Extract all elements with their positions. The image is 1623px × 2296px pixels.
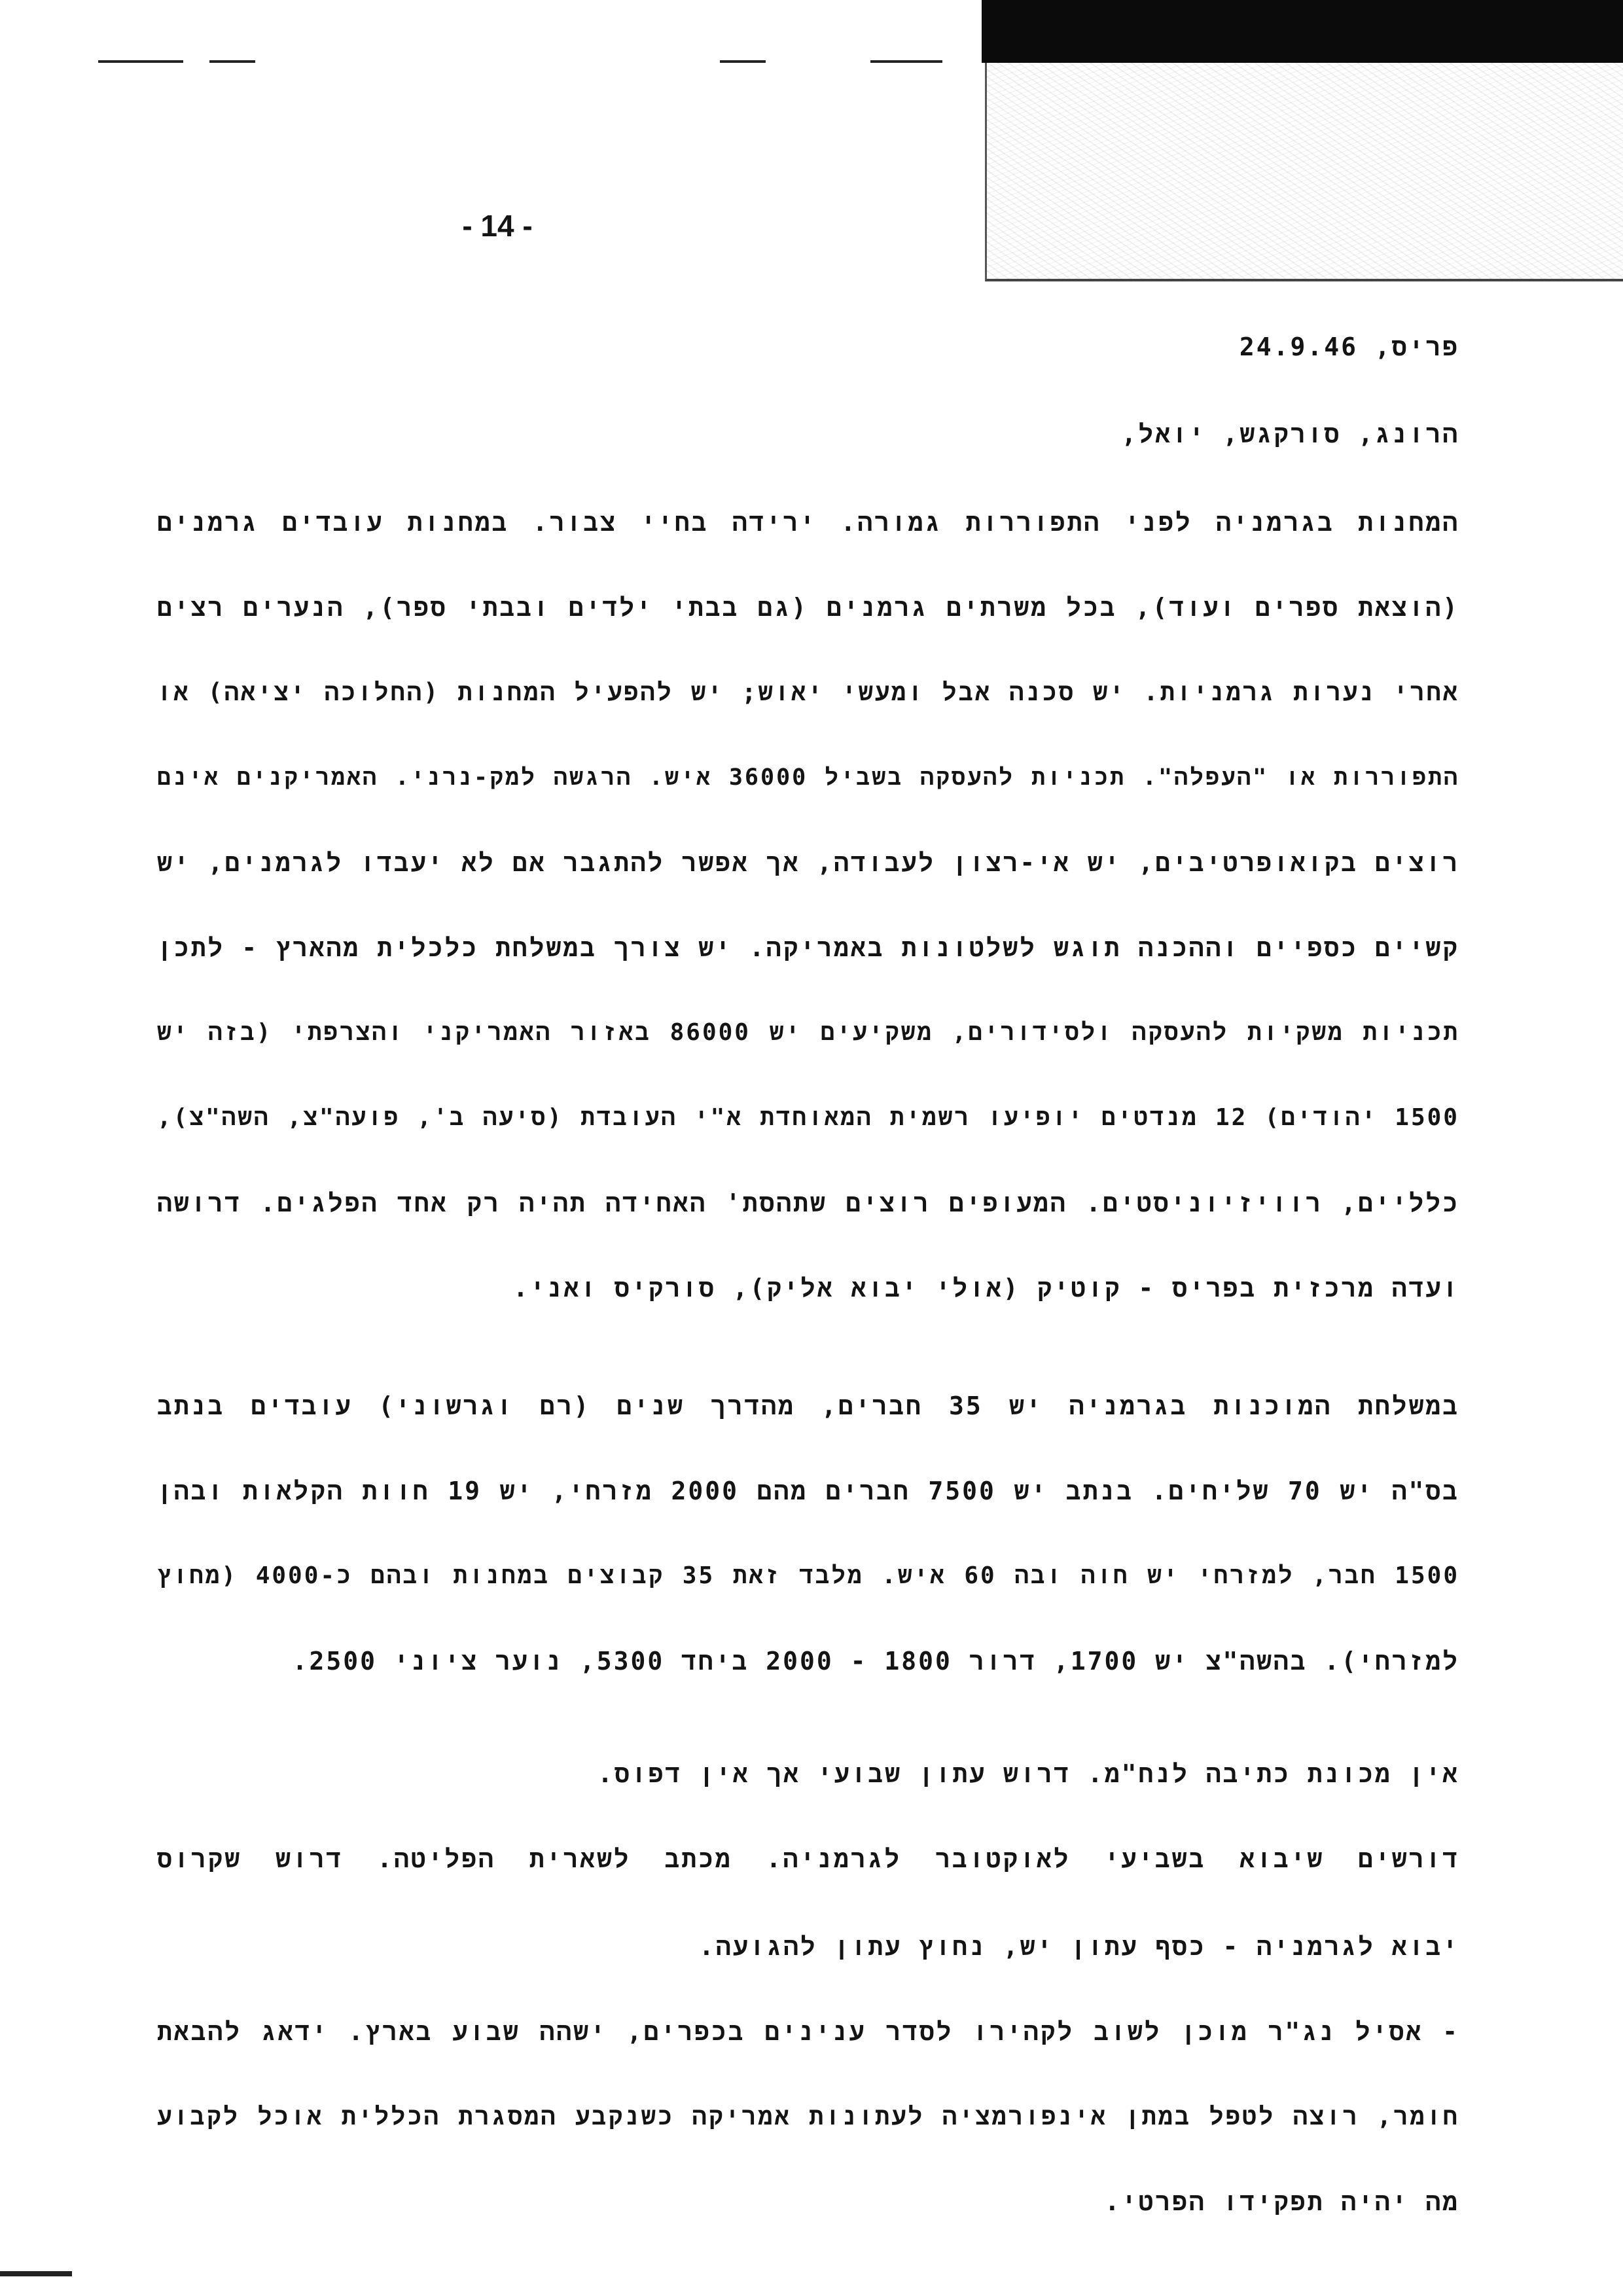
scan-dash	[209, 60, 255, 63]
text-line: מה יהיה תפקידו הפרטי.	[1104, 2187, 1459, 2216]
text-line: 1500 חבר, למזרחי יש חוה ובה 60 איש. מלבד זאת 35 קבוצים במחנות ובהם כ-4000 (מחוץ	[157, 1562, 1459, 1589]
participants-line: הרונג, סורקגש, יואל,	[1121, 420, 1459, 448]
text-line: כלליים, רוויזיוניסטים. המעופים רוצים שתהסת' האחידה תהיה רק אחד הפלגים. דרושה	[157, 1189, 1459, 1217]
text-line: במשלחת המוכנות בגרמניה יש 35 חברים, מהדרך שנים (רם וגרשוני) עובדים בנתב	[157, 1391, 1459, 1420]
text-line: 1500 יהודים) 12 מנדטים יופיעו רשמית המאוחדת א"י העובדת (סיעה ב', פועה"צ, השה"צ),	[157, 1104, 1459, 1131]
text-line: למזרחי). בהשה"צ יש 1700, דרור 1800 - 2000 ביחד 5300, נוער ציוני 2500.	[292, 1647, 1459, 1676]
text-line: התפוררות או "העפלה". תכניות להעסקה בשביל 36000 איש. הרגשה למק-נרני. האמריקנים אינם	[157, 764, 1459, 791]
scan-dark-corner	[982, 0, 1623, 63]
text-line: - אסיל נג"ר מוכן לשוב לקהירו לסדר ענינים בכפרים, ישהה שבוע בארץ. ידאג להבאת	[157, 2017, 1459, 2046]
scan-dash	[720, 60, 766, 63]
text-line: תכניות משקיות להעסקה ולסידורים, משקיעים יש 86000 באזור האמריקני והצרפתי (בזה יש	[157, 1019, 1459, 1046]
text-line: אין מכונת כתיבה לנח"מ. דרוש עתון שבועי אך אין דפוס.	[597, 1759, 1459, 1788]
text-line: ועדה מרכזית בפריס - קוטיק (אולי יבוא אליק), סורקיס ואני.	[512, 1274, 1459, 1302]
text-line: דורשים שיבוא בשביעי לאוקטובר לגרמניה. מכתב לשארית הפליטה. דרוש שקרוס	[157, 1844, 1460, 1873]
scan-smudge	[0, 2271, 72, 2276]
page-number: - 14 -	[462, 209, 533, 243]
scan-noise-area	[985, 63, 1623, 281]
text-line: (הוצאת ספרים ועוד), בכל משרתים גרמנים (גם בבתי ילדים ובבתי ספר), הנערים רצים	[157, 593, 1459, 622]
dateline: פריס, 24.9.46	[1239, 332, 1459, 361]
text-line: חומר, רוצה לטפל במתן אינפורמציה לעתונות אמריקה כשנקבע המסגרת הכללית אוכל לקבוע	[157, 2102, 1459, 2130]
text-line: רוצים בקואופרטיבים, יש אי-רצון לעבודה, אך אפשר להתגבר אם לא יעבדו לגרמנים, יש	[157, 848, 1459, 877]
text-line: בס"ה יש 70 שליחים. בנתב יש 7500 חברים מהם 2000 מזרחי, יש 19 חוות הקלאות ובהן	[157, 1477, 1459, 1505]
scan-dash	[98, 60, 183, 63]
text-line: קשיים כספיים וההכנה תוגש לשלטונות באמריקה. יש צורך במשלחת כלכלית מהארץ - לתכן	[157, 933, 1459, 962]
text-line: המחנות בגרמניה לפני התפוררות גמורה. ירידה בחיי צבור. במחנות עובדים גרמנים	[157, 508, 1459, 537]
scan-dash	[870, 60, 942, 63]
text-line: יבוא לגרמניה - כסף עתון יש, נחוץ עתון להגועה.	[699, 1932, 1459, 1961]
text-line: אחרי נערות גרמניות. יש סכנה אבל ומעשי יאוש; יש להפעיל המחנות (החלוכה יציאה) או	[157, 678, 1459, 706]
